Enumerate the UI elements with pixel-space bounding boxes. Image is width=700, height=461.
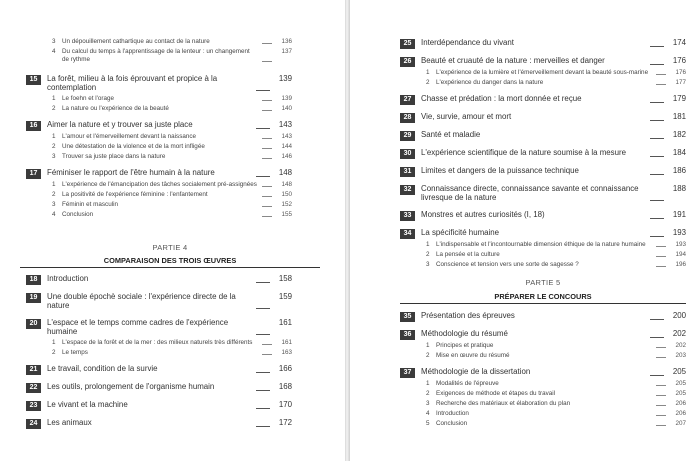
- page-number: 161: [281, 339, 292, 346]
- chapter-title: Beauté et cruauté de la nature : merveilles et danger: [421, 56, 605, 65]
- chapter-title: Chasse et prédation : la mort donnée et reçue: [421, 94, 582, 103]
- subsection-number: 5: [426, 420, 430, 427]
- chapter-title: Santé et maladie: [421, 130, 481, 139]
- subsection-title: Conscience et tension vers une sorte de sagesse ?: [436, 261, 579, 268]
- subsection-title: L'expérience de la lumière et l'émerveillement devant la beauté sous-marine: [436, 69, 649, 76]
- toc-subentry[interactable]: [426, 420, 686, 428]
- page-number: 174: [672, 38, 686, 47]
- dot-leader: [656, 357, 666, 358]
- dot-leader: [256, 408, 270, 409]
- dot-leader: [656, 84, 666, 85]
- toc-chapter-19[interactable]: [26, 292, 292, 311]
- toc-chapter-33[interactable]: [400, 210, 686, 221]
- toc-subentry[interactable]: [426, 400, 686, 408]
- page-number: 144: [281, 143, 292, 150]
- dot-leader: [256, 308, 270, 309]
- chapter-number-badge: 35: [400, 312, 415, 322]
- dot-leader: [256, 426, 270, 427]
- page-number: 184: [672, 148, 686, 157]
- page-number: 150: [281, 191, 292, 198]
- chapter-title: Le vivant et la machine: [47, 400, 128, 409]
- dot-leader: [656, 405, 666, 406]
- chapter-title: Les animaux: [47, 418, 92, 427]
- subsection-title: Le temps: [62, 349, 88, 356]
- page-number: 205: [675, 390, 686, 397]
- dot-leader: [262, 138, 272, 139]
- chapter-title: Introduction: [47, 274, 89, 283]
- page-number: 196: [675, 261, 686, 268]
- subsection-title: Le foehn et l'orage: [62, 95, 114, 102]
- toc-subentry[interactable]: [52, 95, 292, 103]
- page-number: 140: [281, 105, 292, 112]
- chapter-number-badge: 30: [400, 149, 415, 159]
- subsection-title: L'expérience du danger dans la nature: [436, 79, 544, 86]
- chapter-number-badge: 32: [400, 185, 415, 195]
- toc-chapter-18[interactable]: [26, 274, 292, 285]
- page-number: 170: [278, 400, 292, 409]
- dot-leader: [656, 74, 666, 75]
- toc-subentry[interactable]: [52, 38, 292, 46]
- chapter-number-badge: 34: [400, 229, 415, 239]
- page-number: 152: [281, 201, 292, 208]
- subsection-title: Conclusion: [62, 211, 94, 218]
- subsection-number: 1: [426, 380, 430, 387]
- chapter-number-badge: 19: [26, 293, 41, 303]
- page-number: 155: [281, 211, 292, 218]
- subsection-title: La positivité de l'expérience féminine : l'enfantement: [62, 191, 208, 198]
- subsection-number: 2: [426, 251, 430, 258]
- toc-chapter-30[interactable]: [400, 148, 686, 159]
- dot-leader: [650, 174, 664, 175]
- chapter-number-badge: 24: [26, 419, 41, 429]
- toc-subentry[interactable]: [52, 133, 292, 141]
- toc-chapter-26[interactable]: [400, 56, 686, 67]
- subsection-number: 2: [52, 191, 56, 198]
- toc-subentry[interactable]: [426, 79, 686, 87]
- toc-chapter-20[interactable]: [26, 318, 292, 337]
- chapter-title: Méthodologie de la dissertation: [421, 367, 531, 376]
- chapter-number-badge: 28: [400, 113, 415, 123]
- chapter-title: Limites et dangers de la puissance technique: [421, 166, 579, 175]
- chapter-number-badge: 16: [26, 121, 41, 131]
- page-number: 206: [675, 400, 686, 407]
- dot-leader: [262, 344, 272, 345]
- part-4-title: COMPARAISON DES TROIS ŒUVRES: [20, 256, 320, 268]
- subsection-number: 2: [52, 143, 56, 150]
- page-number: 161: [278, 318, 292, 327]
- toc-subentry[interactable]: [52, 181, 292, 189]
- toc-subentry[interactable]: [426, 342, 686, 350]
- page-number: 193: [672, 228, 686, 237]
- dot-leader: [656, 256, 666, 257]
- toc-chapter-37[interactable]: [400, 367, 686, 378]
- chapter-title: La forêt, milieu à la fois éprouvant et propice à la contemplation: [47, 74, 218, 93]
- page-number: 202: [672, 329, 686, 338]
- left-page: [0, 0, 345, 461]
- toc-chapter-34[interactable]: [400, 228, 686, 239]
- subsection-title: L'expérience de l'émancipation des tâches socialement pré-assignées: [62, 181, 257, 188]
- page-number: 158: [278, 274, 292, 283]
- chapter-number-badge: 37: [400, 368, 415, 378]
- page-number: 143: [278, 120, 292, 129]
- page-number: 148: [278, 168, 292, 177]
- page-number: 177: [675, 79, 686, 86]
- toc-chapter-24[interactable]: [26, 418, 292, 429]
- toc-subentry[interactable]: [52, 153, 292, 161]
- dot-leader: [256, 334, 270, 335]
- chapter-number-badge: 20: [26, 319, 41, 329]
- part-5-title: PRÉPARER LE CONCOURS: [400, 292, 686, 304]
- part-4-label: PARTIE 4: [152, 243, 188, 252]
- toc-subentry[interactable]: [426, 352, 686, 360]
- toc-subentry[interactable]: [52, 349, 292, 357]
- subsection-number: 2: [426, 79, 430, 86]
- chapter-number-badge: 25: [400, 39, 415, 49]
- dot-leader: [262, 206, 272, 207]
- dot-leader: [262, 61, 272, 62]
- page-number: 139: [281, 95, 292, 102]
- chapter-number-badge: 21: [26, 365, 41, 375]
- dot-leader: [650, 337, 664, 338]
- chapter-title: Méthodologie du résumé: [421, 329, 508, 338]
- subsection-number: 2: [52, 349, 56, 356]
- toc-chapter-25[interactable]: [400, 38, 686, 49]
- subsection-number: 4: [52, 48, 56, 55]
- page-number: 168: [278, 382, 292, 391]
- subsection-number: 3: [426, 261, 430, 268]
- toc-chapter-36[interactable]: [400, 329, 686, 340]
- dot-leader: [262, 354, 272, 355]
- toc-subentry[interactable]: [52, 191, 292, 199]
- chapter-title: Aimer la nature et y trouver sa juste place: [47, 120, 193, 129]
- chapter-number-badge: 23: [26, 401, 41, 411]
- page-number: 205: [675, 380, 686, 387]
- subsection-title: La nature ou l'expérience de la beauté: [62, 105, 169, 112]
- dot-leader: [650, 138, 664, 139]
- subsection-number: 3: [52, 38, 56, 45]
- page-number: 146: [281, 153, 292, 160]
- chapter-number-badge: 18: [26, 275, 41, 285]
- subsection-number: 3: [426, 400, 430, 407]
- part-5-label: PARTIE 5: [525, 278, 561, 287]
- subsection-number: 1: [426, 241, 430, 248]
- dot-leader: [656, 347, 666, 348]
- page-number: 139: [278, 74, 292, 83]
- dot-leader: [262, 196, 272, 197]
- subsection-number: 3: [52, 201, 56, 208]
- chapter-number-badge: 36: [400, 330, 415, 340]
- page-number: 194: [675, 251, 686, 258]
- subsection-number: 3: [52, 153, 56, 160]
- subsection-title: Recherche des matériaux et élaboration du plan: [436, 400, 571, 407]
- toc-subentry[interactable]: [426, 410, 686, 418]
- page-number: 143: [281, 133, 292, 140]
- subsection-number: 1: [52, 339, 56, 346]
- page-number: 205: [672, 367, 686, 376]
- chapter-number-badge: 15: [26, 75, 41, 85]
- dot-leader: [656, 415, 666, 416]
- dot-leader: [262, 216, 272, 217]
- subsection-number: 2: [52, 105, 56, 112]
- toc-chapter-15[interactable]: [26, 74, 292, 93]
- dot-leader: [262, 148, 272, 149]
- page-number: 176: [672, 56, 686, 65]
- chapter-title: L'expérience scientifique de la nature soumise à la mesure: [421, 148, 627, 157]
- dot-leader: [656, 425, 666, 426]
- dot-leader: [656, 395, 666, 396]
- chapter-number-badge: 27: [400, 95, 415, 105]
- subsection-number: 1: [52, 181, 56, 188]
- subsection-number: 4: [426, 410, 430, 417]
- subsection-title: Trouver sa juste place dans la nature: [62, 153, 166, 160]
- toc-chapter-35[interactable]: [400, 311, 686, 322]
- toc-subentry[interactable]: [426, 241, 686, 249]
- toc-subentry[interactable]: [426, 261, 686, 269]
- dot-leader: [262, 158, 272, 159]
- page-number: 181: [672, 112, 686, 121]
- subsection-title: L'espace de la forêt et de la mer : des milieux naturels très différents: [62, 339, 253, 346]
- page-number: 188: [672, 184, 686, 193]
- page-number: 203: [675, 352, 686, 359]
- chapter-title: Vie, survie, amour et mort: [421, 112, 512, 121]
- toc-chapter-22[interactable]: [26, 382, 292, 393]
- dot-leader: [650, 46, 664, 47]
- chapter-title: L'espace et le temps comme cadres de l'expérience humaine: [47, 318, 229, 337]
- toc-chapter-16[interactable]: [26, 120, 292, 131]
- subsection-title: Exigences de méthode et étapes du travail: [436, 390, 556, 397]
- toc-chapter-29[interactable]: [400, 130, 686, 141]
- dot-leader: [656, 246, 666, 247]
- subsection-title: Conclusion: [436, 420, 468, 427]
- chapter-title: Interdépendance du vivant: [421, 38, 515, 47]
- chapter-title: Féminiser le rapport de l'être humain à la nature: [47, 168, 215, 177]
- dot-leader: [256, 282, 270, 283]
- chapter-number-badge: 17: [26, 169, 41, 179]
- toc-subentry[interactable]: [52, 48, 292, 64]
- subsection-number: 4: [52, 211, 56, 218]
- page-number: 202: [675, 342, 686, 349]
- dot-leader: [656, 266, 666, 267]
- toc-subentry[interactable]: [52, 143, 292, 151]
- chapter-title: Présentation des épreuves: [421, 311, 515, 320]
- toc-chapter-28[interactable]: [400, 112, 686, 123]
- dot-leader: [650, 102, 664, 103]
- subsection-number: 1: [52, 95, 56, 102]
- dot-leader: [650, 156, 664, 157]
- subsection-title: La pensée et la culture: [436, 251, 500, 258]
- subsection-title: L'amour et l'émerveillement devant la naissance: [62, 133, 197, 140]
- toc-chapter-23[interactable]: [26, 400, 292, 411]
- chapter-title: Le travail, condition de la survie: [47, 364, 158, 373]
- page-number: 200: [672, 311, 686, 320]
- chapter-number-badge: 29: [400, 131, 415, 141]
- subsection-title: Principes et pratique: [436, 342, 494, 349]
- subsection-title: Féminin et masculin: [62, 201, 118, 208]
- page-number: 176: [675, 69, 686, 76]
- toc-subentry[interactable]: [426, 69, 686, 77]
- subsection-number: 2: [426, 390, 430, 397]
- dot-leader: [256, 390, 270, 391]
- dot-leader: [650, 319, 664, 320]
- dot-leader: [650, 64, 664, 65]
- toc-subentry[interactable]: [426, 390, 686, 398]
- dot-leader: [256, 176, 270, 177]
- page-number: 159: [278, 292, 292, 301]
- subsection-number: 1: [426, 69, 430, 76]
- toc-subentry[interactable]: [426, 380, 686, 388]
- subsection-title: Du calcul du temps à l'apprentissage de la lenteur : un changement de rythme: [62, 48, 250, 63]
- dot-leader: [256, 372, 270, 373]
- toc-chapter-21[interactable]: [26, 364, 292, 375]
- toc-subentry[interactable]: [52, 339, 292, 347]
- page-number: 207: [675, 420, 686, 427]
- chapter-title: Monstres et autres curiosités (I, 18): [421, 210, 545, 219]
- chapter-number-badge: 26: [400, 57, 415, 67]
- chapter-number-badge: 22: [26, 383, 41, 393]
- subsection-number: 1: [426, 342, 430, 349]
- dot-leader: [650, 200, 664, 201]
- page-number: 186: [672, 166, 686, 175]
- page-number: 193: [675, 241, 686, 248]
- chapter-title: Les outils, prolongement de l'organisme humain: [47, 382, 215, 391]
- page-number: 137: [281, 48, 292, 55]
- toc-subentry[interactable]: [426, 251, 686, 259]
- page-number: 166: [278, 364, 292, 373]
- dot-leader: [256, 90, 270, 91]
- right-page: [350, 0, 700, 461]
- chapter-title: Une double épochè sociale : l'expérience directe de la nature: [47, 292, 236, 311]
- toc-chapter-17[interactable]: [26, 168, 292, 179]
- page-number: 163: [281, 349, 292, 356]
- subsection-title: Introduction: [436, 410, 469, 417]
- page-number: 206: [675, 410, 686, 417]
- dot-leader: [262, 186, 272, 187]
- toc-chapter-32[interactable]: [400, 184, 686, 203]
- dot-leader: [650, 120, 664, 121]
- chapter-number-badge: 31: [400, 167, 415, 177]
- subsection-number: 1: [52, 133, 56, 140]
- subsection-title: Un dépouillement cathartique au contact de la nature: [62, 38, 210, 45]
- subsection-title: Une détestation de la violence et de la mort infligée: [62, 143, 205, 150]
- toc-subentry[interactable]: [52, 201, 292, 209]
- subsection-title: Modalités de l'épreuve: [436, 380, 499, 387]
- dot-leader: [262, 43, 272, 44]
- page-number: 136: [281, 38, 292, 45]
- chapter-title: Connaissance directe, connaissance savante et connaissance livresque de la nature: [421, 184, 639, 203]
- subsection-title: L'indispensable et l'incontournable dimension éthique de la nature humaine: [436, 241, 646, 248]
- dot-leader: [650, 375, 664, 376]
- page-number: 172: [278, 418, 292, 427]
- dot-leader: [650, 218, 664, 219]
- dot-leader: [656, 385, 666, 386]
- toc-chapter-27[interactable]: [400, 94, 686, 105]
- toc-subentry[interactable]: [52, 105, 292, 113]
- page-number: 182: [672, 130, 686, 139]
- dot-leader: [256, 128, 270, 129]
- subsection-title: Mise en œuvre du résumé: [436, 352, 510, 359]
- subsection-number: 2: [426, 352, 430, 359]
- chapter-title: La spécificité humaine: [421, 228, 500, 237]
- dot-leader: [262, 110, 272, 111]
- dot-leader: [262, 100, 272, 101]
- page-number: 191: [672, 210, 686, 219]
- toc-chapter-31[interactable]: [400, 166, 686, 177]
- page-number: 148: [281, 181, 292, 188]
- chapter-number-badge: 33: [400, 211, 415, 221]
- page-number: 179: [672, 94, 686, 103]
- toc-subentry[interactable]: [52, 211, 292, 219]
- dot-leader: [650, 236, 664, 237]
